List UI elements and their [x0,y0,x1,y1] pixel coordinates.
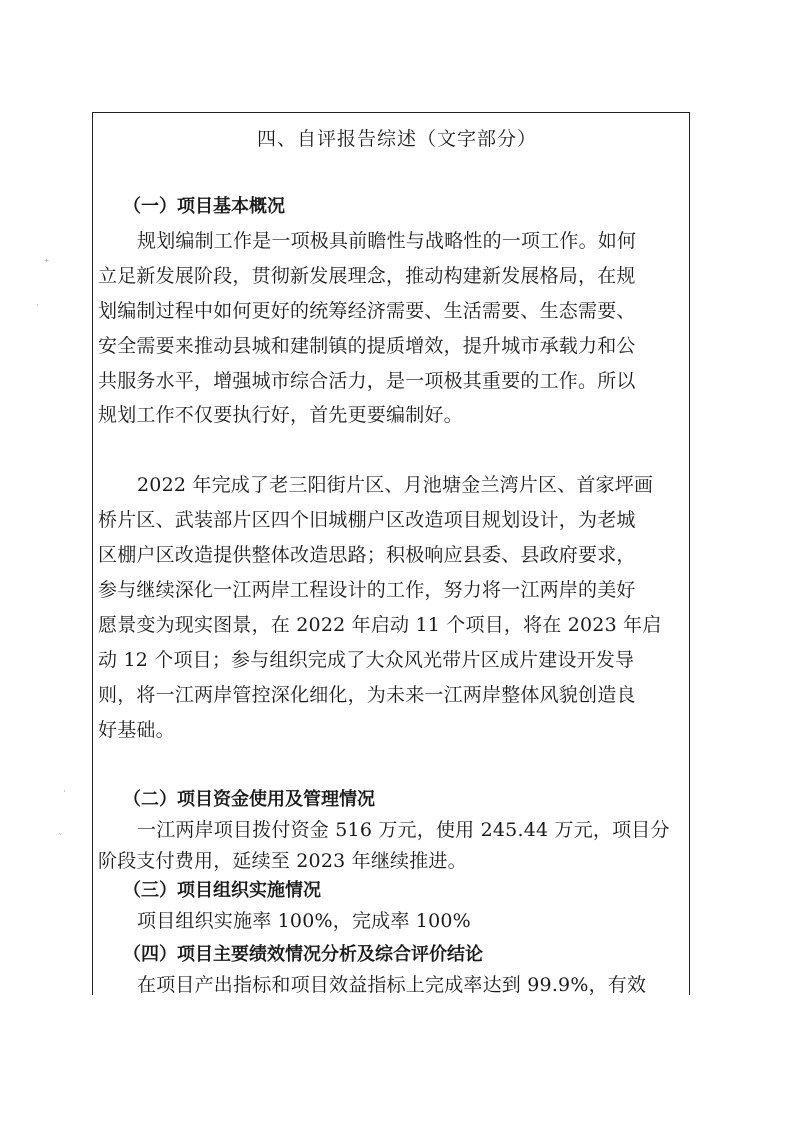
text-line: 2022 年完成了老三阳街片区、月池塘金兰湾片区、首家坪画 [137,474,654,496]
section-heading-4: （四）项目主要绩效情况分析及综合评价结论 [123,944,483,965]
scan-mark: ⁺ [44,258,50,269]
text-line: 则，将一江两岸管控深化细化，为未来一江两岸整体风貌创造良 [98,684,636,706]
text-line: 立足新发展阶段，贯彻新发展理念，推动构建新发展格局，在规 [98,265,636,287]
scan-mark: ˋ [58,833,63,844]
text-line: 区棚户区改造提供整体改造思路；积极响应县委、县政府要求， [98,544,636,566]
text-line: 动 12 个项目；参与组织完成了大众风光带片区成片建设开发导 [98,649,635,671]
scan-mark: ˙ [62,790,67,801]
text-line: 参与继续深化一江两岸工程设计的工作，努力将一江两岸的美好 [98,579,636,601]
section-heading-1: （一）项目基本概况 [123,196,285,217]
text-line: 共服务水平，增强城市综合活力，是一项极其重要的工作。所以 [98,370,636,392]
text-line: 桥片区、武装部片区四个旧城棚户区改造项目规划设计，为老城 [98,509,636,531]
section-heading-2: （二）项目资金使用及管理情况 [123,789,375,810]
section-heading-3: （三）项目组织实施情况 [123,880,321,901]
text-line: 划编制过程中如何更好的统筹经济需要、生活需要、生态需要、 [98,300,636,322]
text-line: 好基础。 [98,719,175,741]
text-line: 规划工作不仅要执行好，首先更要编制好。 [98,404,463,426]
text-line: 阶段支付费用，延续至 2023 年继续推进。 [98,850,467,872]
page-title: 四、自评报告综述（文字部分） [256,128,537,150]
text-line: 规划编制工作是一项极具前瞻性与战略性的一项工作。如何 [137,230,637,252]
scan-mark: ⸒ [36,296,40,307]
text-line: 安全需要来推动县城和建制镇的提质增效，提升城市承载力和公 [98,335,636,357]
text-line: 一江两岸项目拨付资金 516 万元，使用 245.44 万元，项目分 [137,819,670,841]
text-line: 愿景变为现实图景，在 2022 年启动 11 个项目，将在 2023 年启 [98,614,662,636]
text-line: 在项目产出指标和项目效益指标上完成率达到 99.9%，有效 [137,974,647,996]
text-line: 项目组织实施率 100%，完成率 100% [137,910,471,932]
